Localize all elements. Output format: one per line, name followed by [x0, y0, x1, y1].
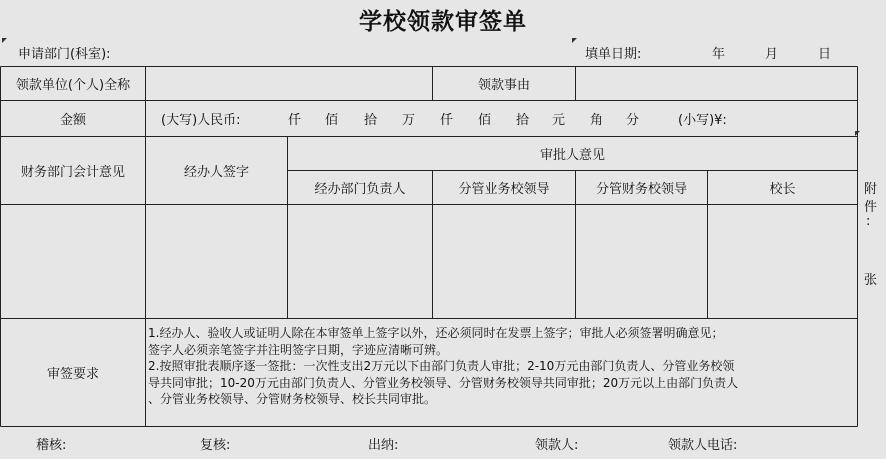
amount-label: 金额: [59, 113, 86, 128]
finance-opinion-field[interactable]: [1, 205, 145, 318]
matter-label: 领款事由: [477, 78, 530, 93]
footer-auditor: 稽核:: [36, 438, 67, 453]
footer-cashier: 出纳:: [368, 438, 399, 453]
amount-field[interactable]: [145, 101, 857, 136]
requirement-line: 签字人必须亲笔签字并注明签字日期，字迹应清晰可辨。: [148, 342, 449, 357]
footer-payee-phone: 领款人电话:: [668, 438, 738, 453]
corner-mark: [2, 38, 7, 43]
approver-principal: 校长: [769, 182, 796, 197]
payee-label: 领款单位(个人)全称: [15, 78, 131, 93]
unit-bai: 佰: [478, 113, 492, 128]
unit-fen: 分: [626, 113, 640, 128]
unit-shi: 拾: [516, 113, 530, 128]
requirement-line: 导共同审批；10-20万元由部门负责人、分管业务校领导、分管财务校领导共同审批；20万元以上由部门负责人: [148, 375, 739, 390]
month-label: 月: [765, 47, 779, 62]
unit-shi: 拾: [364, 113, 378, 128]
approver-opinion-label: 审批人意见: [539, 148, 605, 163]
form-title: 学校领款审签单: [359, 8, 527, 35]
requirement-line: 2.按照审批表顺序逐一签批：一次性支出2万元以下由部门负责人审批；2-10万元由部门负责人、分管业务校领: [148, 359, 735, 373]
unit-yuan: 元: [552, 113, 566, 128]
unit-qian: 仟: [440, 113, 454, 128]
footer-reviewer: 复核:: [200, 438, 231, 453]
attachment-char: 件: [864, 200, 878, 215]
requirements-text: [148, 325, 854, 408]
business-leader-signature-field[interactable]: [433, 205, 575, 318]
unit-jiao: 角: [590, 113, 604, 128]
unit-qian: 仟: [288, 113, 302, 128]
matter-field[interactable]: [576, 67, 857, 100]
handler-signature-field[interactable]: [146, 205, 287, 318]
footer-payee: 领款人:: [535, 438, 579, 453]
attachment-char: 附: [864, 182, 878, 197]
requirements-label: 审签要求: [46, 367, 99, 382]
requirement-line: 1.经办人、验收人或证明人除在本审签单上签字以外，还必须同时在发票上签字；审批人必须签署明确意见；: [148, 326, 724, 340]
dept-label: 申请部门(科室):: [18, 47, 111, 62]
dept-head-signature-field[interactable]: [288, 205, 432, 318]
principal-signature-field[interactable]: [708, 205, 857, 318]
requirement-line: 、分管业务校领导、分管财务校领导、校长共同审批。: [148, 392, 437, 406]
unit-wan: 万: [402, 113, 416, 128]
finance-leader-signature-field[interactable]: [576, 205, 707, 318]
approver-dept-head: 经办部门负责人: [314, 182, 406, 197]
day-label: 日: [818, 47, 832, 62]
handler-signature-label: 经办人签字: [183, 165, 249, 180]
payee-field[interactable]: [146, 67, 432, 100]
amount-upper-prefix: (大写)人民币:: [161, 113, 241, 128]
unit-bai: 佰: [325, 113, 339, 128]
year-label: 年: [712, 47, 726, 62]
finance-opinion-label: 财务部门会计意见: [20, 165, 125, 180]
attachment-char: :: [866, 214, 871, 229]
date-label: 填单日期:: [585, 47, 642, 62]
amount-lower-label: (小写)¥:: [678, 113, 727, 128]
approver-business-leader: 分管业务校领导: [458, 182, 550, 197]
attachment-count-unit: 张: [864, 273, 878, 288]
approver-finance-leader: 分管财务校领导: [595, 182, 687, 197]
corner-mark: [572, 38, 577, 43]
